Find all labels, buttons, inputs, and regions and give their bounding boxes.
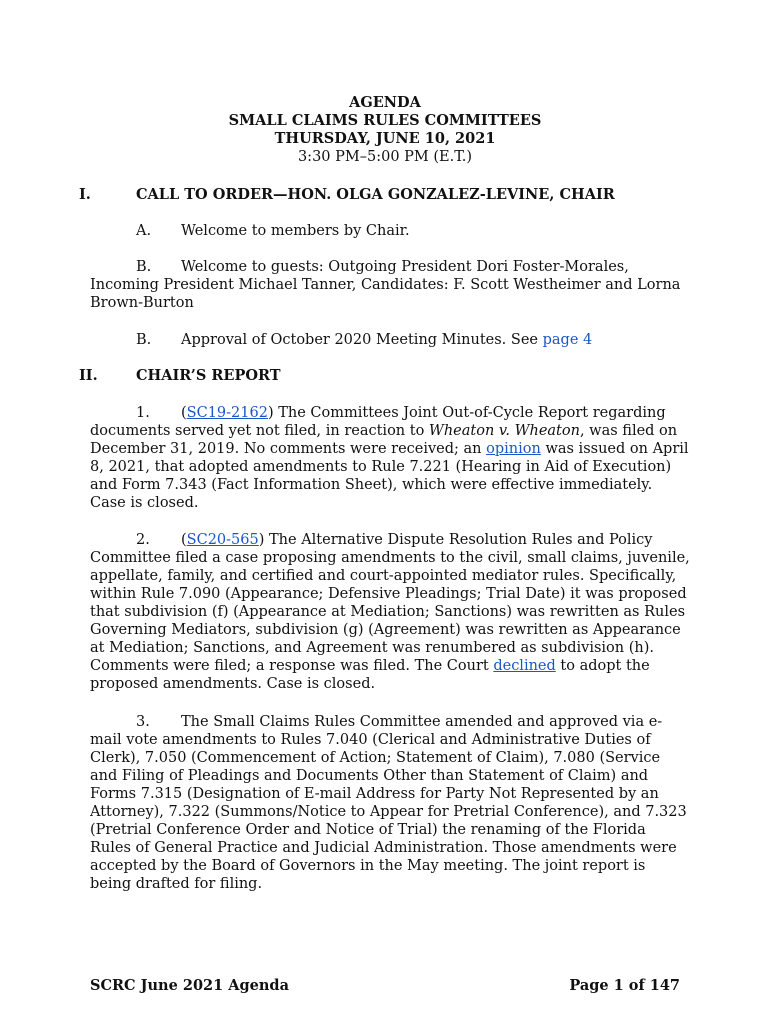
item-text: Welcome to members by Chair.: [181, 223, 410, 239]
agenda-title: AGENDA: [349, 94, 421, 111]
item-text: ) The Alternative Dispute Resolution Rules and Policy Committee filed a case proposing amendments to the civil, small claims, juvenile, appellate, family, and certified and court-appointed mediator rules. Specifically, within Rule 7.090 (Appearance; Defensive Pleadings; Trial Date) it was proposed that subdivision (f) (Appearance at Mediation; Sanctions) was rewritten as Rules Governing Mediators, subdivision (g) (Agreement) was rewritten as Appearance at Mediation; Sanctions, and Agreement was renumbered as subdivision (h). Comments were filed; a response was filed. The Court: [90, 532, 690, 674]
case-sc20-565-link[interactable]: SC20-565: [186, 532, 259, 548]
section-number: II.: [79, 367, 98, 384]
item-a: [90, 222, 690, 240]
section-title: CALL TO ORDER—HON. OLGA GONZALEZ-LEVINE, CHAIR: [136, 186, 615, 203]
meeting-time: 3:30 PM–5:00 PM (E.T.): [297, 149, 473, 165]
item-label: 1.: [136, 405, 150, 421]
page-number: Page 1 of 147: [569, 977, 680, 994]
item-text: The Small Claims Rules Committee amended and approved via e-mail vote amendments to Rules 7.040 (Clerical and Administrative Duties of Clerk), 7.050 (Commencement of Action; Statement of Claim), 7.080 (Service and Filing of Pleadings and Documents Other than Statement of Claim) and Forms 7.315 (Designation of E-mail Address for Party Not Represented by an Attorney), 7.322 (Summons/Notice to Appear for Pretrial Conference), and 7.323 (Pretrial Conference Order and Notice of Trial) the renaming of the Florida Rules of General Practice and Judicial Administration. Those amendments were accepted by the Board of Governors in the May meeting. The joint report is being drafted for filing.: [90, 714, 687, 892]
section-number: I.: [79, 186, 91, 203]
committee-title: SMALL CLAIMS RULES COMMITTEES: [228, 112, 542, 129]
agenda-header: [0, 94, 770, 166]
item-text: was issued on April 8, 2021, that adopted amendments to Rule 7.221 (Hearing in Aid of Execution) and Form 7.343 (Fact Information Sheet), which were effective immediately. Case is closed.: [90, 441, 689, 511]
item-b-welcome: [90, 258, 690, 312]
item-label: A.: [136, 223, 152, 239]
item-label: B.: [136, 332, 152, 348]
item-b-minutes: [90, 331, 690, 349]
report-item-2: [90, 531, 690, 693]
item-text: ) The Committees Joint Out-of-Cycle Report regarding documents served yet not filed, in reaction to: [90, 405, 666, 439]
report-item-3: [90, 713, 690, 893]
section-1-heading: [79, 186, 615, 204]
report-item-1: [90, 404, 690, 512]
item-text: to adopt the proposed amendments. Case is closed.: [90, 658, 650, 692]
section-2-heading: [79, 367, 281, 385]
item-text: Welcome to guests: Outgoing President Dori Foster-Morales, Incoming President Michael Tanner, Candidates: F. Scott Westheimer and Lorna Brown-Burton: [90, 259, 681, 311]
paren-open: (: [181, 532, 187, 548]
opinion-link[interactable]: opinion: [486, 441, 541, 457]
page-footer: [90, 977, 680, 994]
section-title: CHAIR’S REPORT: [136, 367, 281, 384]
paren-open: (: [181, 405, 187, 421]
item-text: , was filed on December 31, 2019. No comments were received; an: [90, 423, 678, 457]
item-label: B.: [136, 259, 152, 275]
page-4-link[interactable]: page 4: [542, 332, 593, 348]
declined-link[interactable]: declined: [493, 658, 556, 674]
item-label: 2.: [136, 532, 150, 548]
case-name: Wheaton v. Wheaton: [428, 423, 580, 439]
meeting-date: THURSDAY, JUNE 10, 2021: [274, 130, 496, 147]
item-text: Approval of October 2020 Meeting Minutes. See: [181, 332, 543, 348]
footer-doc-title: SCRC June 2021 Agenda: [90, 977, 289, 994]
item-label: 3.: [136, 714, 150, 730]
case-sc19-2162-link[interactable]: SC19-2162: [186, 405, 268, 421]
